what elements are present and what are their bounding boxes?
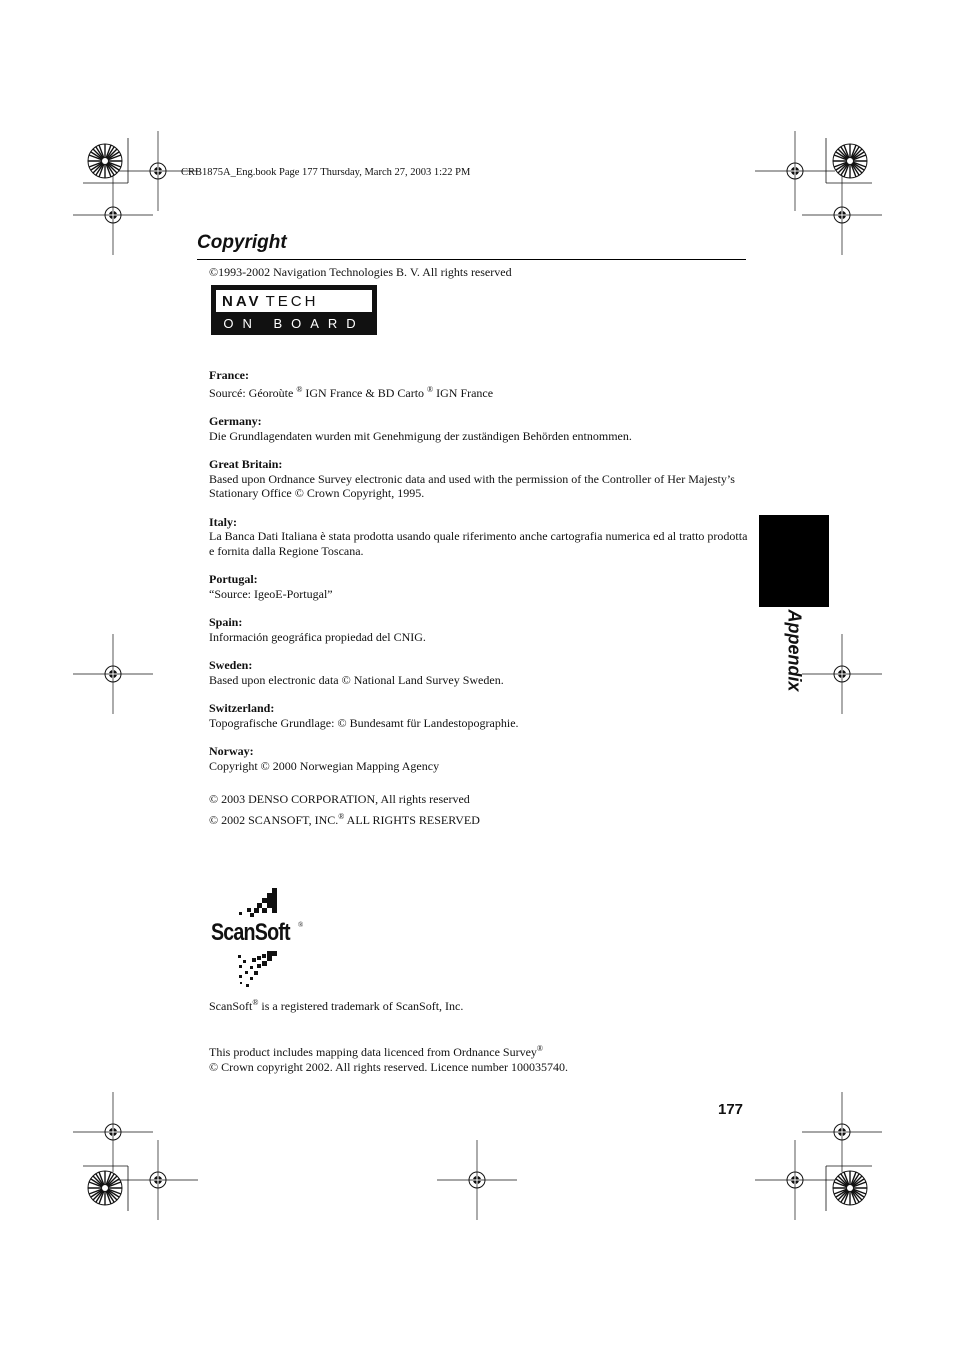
section-text: La Banca Dati Italiana è stata prodotta usando quale riferimento anche cartografia numerica ed al tratto prodotta e fornita dalla Regione Toscana.	[209, 529, 748, 558]
section-heading: Spain:	[209, 615, 243, 629]
text-part: IGN France & BD Carto	[302, 385, 428, 400]
section-heading: France:	[209, 368, 249, 382]
section-text: Copyright © 2000 Norwegian Mapping Agency	[209, 758, 440, 773]
registered-mark: ®	[536, 1044, 543, 1053]
section-text: Based upon electronic data © National Land Survey Sweden.	[209, 672, 504, 687]
registered-mark: ®	[427, 384, 434, 394]
text-part: © 2002 SCANSOFT, INC.	[209, 813, 339, 827]
section-text: Die Grundlagendaten wurden mit Genehmigung der zuständigen Behörden entnommen.	[209, 428, 632, 443]
navtech-logo-nav: NAV	[222, 292, 262, 310]
page-number: 177	[718, 1101, 744, 1118]
section-heading: Italy:	[209, 514, 237, 529]
navtech-copyright: ©1993-2002 Navigation Technologies B. V. All rights reserved	[209, 265, 512, 279]
navtech-logo-onboard: ON BOARD	[223, 316, 365, 331]
section-heading: Switzerland:	[209, 701, 275, 715]
section-heading: Norway:	[209, 744, 254, 758]
scansoft-logo-word: ScanSoft	[211, 919, 290, 946]
text-part: ALL RIGHTS RESERVED	[344, 813, 480, 827]
section-text: Topografische Grundlage: © Bundesamt für Landestopographie.	[209, 715, 519, 730]
text-part: This product includes mapping data licenced from Ordnance Survey	[209, 1045, 537, 1059]
text-part: ScanSoft	[209, 999, 253, 1013]
section-text: Información geográfica propiedad del CNIG.	[209, 629, 426, 644]
navtech-logo-tech: TECH	[265, 292, 319, 310]
section-text: Based upon Ordnance Survey electronic data and used with the permission of the Controller of Her Majesty’s Stationary Office © Crown Copyright, 1995.	[209, 471, 735, 500]
section-tab-label: Appendix	[784, 609, 805, 692]
section-heading: Sweden:	[209, 658, 253, 672]
scansoft-logo-reg: ®	[298, 921, 304, 929]
section-heading: Germany:	[209, 414, 262, 428]
text-part: is a registered trademark of ScanSoft, Inc.	[258, 999, 464, 1013]
registered-mark: ®	[252, 998, 259, 1007]
registered-mark: ®	[296, 384, 303, 394]
section-text: “Source: IgeoE-Portugal”	[209, 586, 333, 601]
section-heading: Great Britain:	[209, 457, 283, 471]
os-line-2: © Crown copyright 2002. All rights reserved. Licence number 100035740.	[209, 1059, 569, 1074]
registered-mark: ®	[338, 812, 345, 821]
page-title: Copyright	[197, 232, 287, 253]
print-header: CRB1875A_Eng.book Page 177 Thursday, March 27, 2003 1:22 PM	[181, 167, 471, 178]
section-heading: Portugal:	[209, 572, 258, 586]
text-part: IGN France	[433, 385, 494, 400]
denso-copyright: © 2003 DENSO CORPORATION, All rights reserved	[209, 792, 470, 806]
text-part: Sourcé: Géoroùte	[209, 385, 297, 400]
